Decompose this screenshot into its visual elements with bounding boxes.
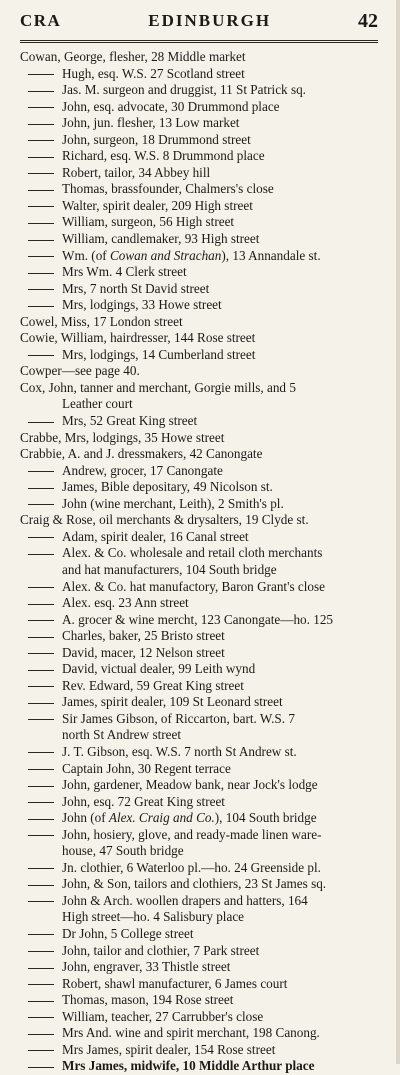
running-title: EDINBURGH bbox=[148, 11, 272, 30]
directory-subentry: James, spirit dealer, 109 St Leonard street bbox=[20, 694, 378, 711]
directory-subentry: Mrs Wm. 4 Clerk street bbox=[20, 264, 378, 281]
directory-entry: Crabbie, A. and J. dressmakers, 42 Canongate bbox=[20, 446, 263, 462]
directory-subentry: Andrew, grocer, 17 Canongate bbox=[20, 463, 378, 480]
entry-continuation: and hat manufacturers, 104 South bridge bbox=[62, 561, 277, 577]
entry-text: Wm. (of bbox=[62, 247, 110, 263]
entry-firm-name: Cowan and Strachan bbox=[109, 247, 222, 263]
section-abbreviation: CRA bbox=[20, 11, 62, 30]
directory-subentry: Hugh, esq. W.S. 27 Scotland street bbox=[20, 66, 378, 83]
directory-subentry: John & Arch. woollen drapers and hatters, 164 bbox=[20, 893, 378, 910]
directory-subentry: William, candlemaker, 93 High street bbox=[20, 231, 378, 248]
directory-subentry: Dr John, 5 College street bbox=[20, 926, 378, 943]
entry-continuation: Leather court bbox=[62, 396, 133, 412]
directory-subentry: John, surgeon, 18 Drummond street bbox=[20, 132, 378, 149]
directory-subentry: Thomas, brassfounder, Chalmers's close bbox=[20, 181, 378, 198]
directory-subentry: A. grocer & wine mercht, 123 Canongate—ho. 125 bbox=[20, 612, 378, 629]
entry-continuation: High street—ho. 4 Salisbury place bbox=[62, 909, 245, 925]
directory-subentry: Robert, tailor, 34 Abbey hill bbox=[20, 165, 378, 182]
entry-continuation: house, 47 South bridge bbox=[62, 843, 184, 859]
directory-subentry: Adam, spirit dealer, 16 Canal street bbox=[20, 529, 378, 546]
directory-subentry: Alex. & Co. wholesale and retail cloth merchants bbox=[20, 545, 378, 562]
directory-subentry: Mrs, 52 Great King street bbox=[20, 413, 378, 430]
directory-subentry: Richard, esq. W.S. 8 Drummond place bbox=[20, 148, 378, 165]
directory-subentry: David, victual dealer, 99 Leith wynd bbox=[20, 661, 378, 678]
directory-subentry: Mrs, 7 north St David street bbox=[20, 281, 378, 298]
entry-text: ), 13 Annandale st. bbox=[221, 247, 321, 263]
page-header bbox=[20, 0, 388, 38]
page-number: 42 bbox=[357, 9, 378, 32]
directory-subentry: John, engraver, 33 Thistle street bbox=[20, 959, 378, 976]
directory-entry: Crabbe, Mrs, lodgings, 35 Howe street bbox=[20, 429, 225, 445]
header-rule bbox=[20, 40, 378, 43]
directory-subentry: David, macer, 12 Nelson street bbox=[20, 645, 378, 662]
directory-subentry: Jas. M. surgeon and druggist, 11 St Patrick sq. bbox=[20, 82, 378, 99]
directory-subentry: Walter, spirit dealer, 209 High street bbox=[20, 198, 378, 215]
directory-subentry: Mrs James, spirit dealer, 154 Rose street bbox=[20, 1042, 378, 1059]
directory-subentry: William, teacher, 27 Carrubber's close bbox=[20, 1009, 378, 1026]
directory-subentry: Mrs James, midwife, 10 Middle Arthur place bbox=[20, 1058, 378, 1075]
directory-subentry: J. T. Gibson, esq. W.S. 7 north St Andrew st. bbox=[20, 744, 378, 761]
directory-subentry: Thomas, mason, 194 Rose street bbox=[20, 992, 378, 1009]
directory-subentry: Alex. & Co. hat manufactory, Baron Grant's close bbox=[20, 579, 378, 596]
directory-subentry: Captain John, 30 Regent terrace bbox=[20, 761, 378, 778]
entry-text: ), 104 South bridge bbox=[214, 810, 317, 826]
directory-subentry: John, tailor and clothier, 7 Park street bbox=[20, 943, 378, 960]
directory-subentry: Mrs, lodgings, 33 Howe street bbox=[20, 297, 378, 314]
directory-subentry: Alex. esq. 23 Ann street bbox=[20, 595, 378, 612]
directory-subentry: Mrs, lodgings, 14 Cumberland street bbox=[20, 347, 378, 364]
directory-subentry: Sir James Gibson, of Riccarton, bart. W.S. 7 bbox=[20, 711, 378, 728]
directory-subentry: John (wine merchant, Leith), 2 Smith's pl. bbox=[20, 496, 378, 513]
directory-subentry: Charles, baker, 25 Bristo street bbox=[20, 628, 378, 645]
directory-subentry: Mrs And. wine and spirit merchant, 198 Canong. bbox=[20, 1025, 378, 1042]
page-spine-edge bbox=[396, 0, 400, 1064]
directory-subentry bbox=[20, 810, 378, 827]
directory-entry: Cowper—see page 40. bbox=[20, 363, 140, 379]
directory-entry: Cowie, William, hairdresser, 144 Rose street bbox=[20, 330, 256, 346]
directory-subentry: John, gardener, Meadow bank, near Jock's lodge bbox=[20, 777, 378, 794]
directory-subentry bbox=[20, 248, 378, 265]
entry-continuation: north St Andrew street bbox=[62, 727, 182, 743]
directory-subentry: John, esq. 72 Great King street bbox=[20, 794, 378, 811]
directory-entry: Craig & Rose, oil merchants & drysalters, 19 Clyde st. bbox=[20, 512, 309, 528]
directory-subentry: Robert, shawl manufacturer, 6 James court bbox=[20, 976, 378, 993]
directory-subentry: Rev. Edward, 59 Great King street bbox=[20, 678, 378, 695]
directory-subentry: James, Bible depositary, 49 Nicolson st. bbox=[20, 479, 378, 496]
directory-entry: Cox, John, tanner and merchant, Gorgie mills, and 5 bbox=[20, 379, 296, 395]
entry-text: John (of bbox=[62, 810, 109, 826]
directory-subentry: John, & Son, tailors and clothiers, 23 St James sq. bbox=[20, 876, 378, 893]
directory-entry: Cowan, George, flesher, 28 Middle market bbox=[20, 49, 246, 64]
directory-subentry: John, jun. flesher, 13 Low market bbox=[20, 115, 378, 132]
directory-subentry: William, surgeon, 56 High street bbox=[20, 214, 378, 231]
directory-subentry: Jn. clothier, 6 Waterloo pl.—ho. 24 Greenside pl. bbox=[20, 860, 378, 877]
directory-entry: Cowel, Miss, 17 London street bbox=[20, 313, 183, 329]
directory-subentry: John, esq. advocate, 30 Drummond place bbox=[20, 99, 378, 116]
directory-subentry: John, hosiery, glove, and ready-made linen ware- bbox=[20, 827, 378, 844]
entry-firm-name: Alex. Craig and Co. bbox=[108, 810, 215, 826]
directory-entries bbox=[20, 49, 378, 1075]
